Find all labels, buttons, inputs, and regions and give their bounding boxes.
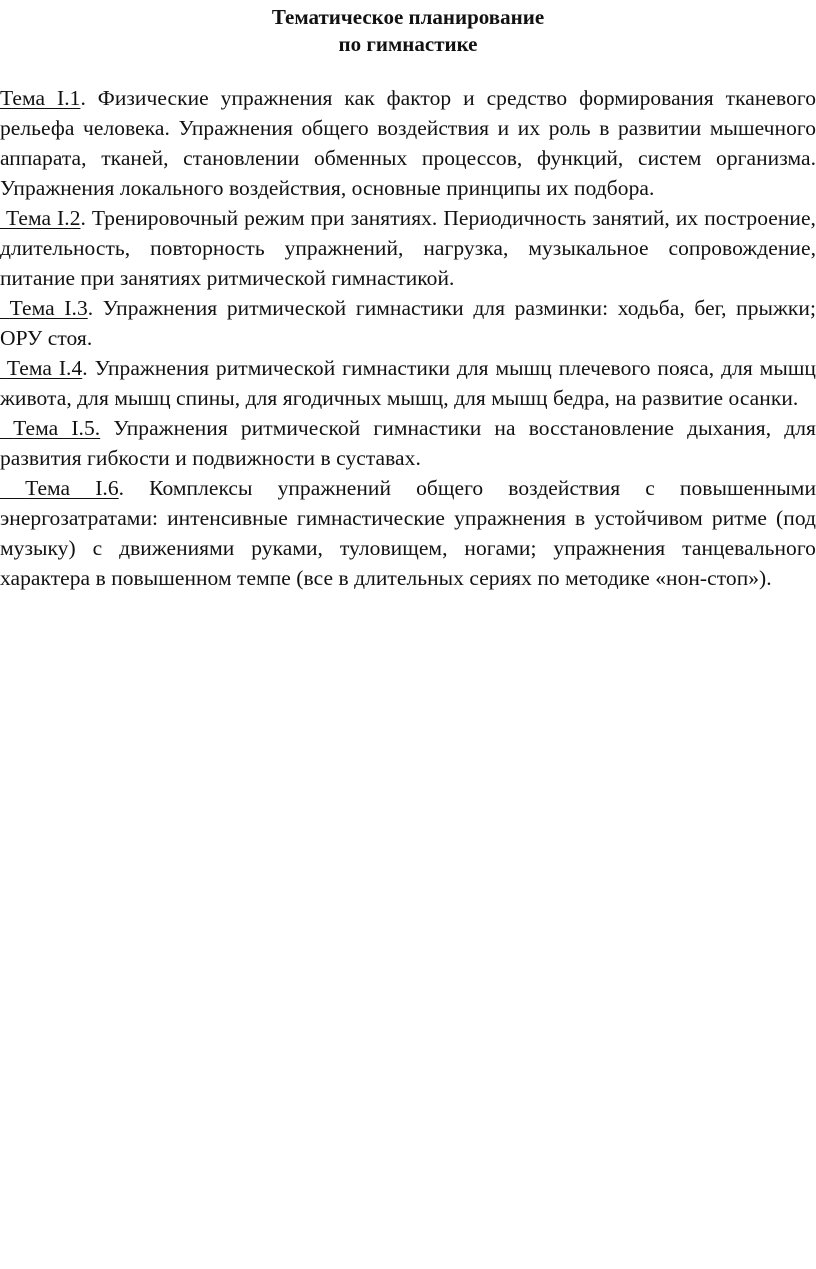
- topic-2: [0, 203, 816, 293]
- topic-label: Тема I.4: [6, 356, 83, 380]
- topic-text: . Физические упражнения как фактор и средство формирования тканевого рельефа человека. Упражнения общего воздействия и их роль в развитии мышечного аппарата, тканей, становлении обменных процессов, функций, систем организма. Упражнения локального воздействия, основные принципы их подбора.: [0, 86, 816, 200]
- topic-text: . Упражнения ритмической гимнастики для разминки: ходьба, бег, прыжки; ОРУ стоя.: [0, 296, 816, 350]
- topic-label: Тема I.2: [6, 206, 81, 230]
- page-title: [0, 0, 816, 58]
- topic-label: Тема I.5.: [13, 416, 101, 440]
- title-line-2: по гимнастике: [338, 32, 478, 56]
- topic-4: [0, 353, 816, 413]
- topic-5: [0, 413, 816, 473]
- topic-label: Тема I.6: [25, 476, 119, 500]
- title-line-1: Тематическое планирование: [271, 5, 545, 29]
- topic-text: . Комплексы упражнений общего воздействия с повышенными энергозатратами: интенсивные гимнастические упражнения в устойчивом ритме (под музыку) с движениями руками, туловищем, ногами; упражнения танцевального характера в повышенном темпе (все в длительных сериях по методике «нон-стоп»).: [0, 476, 816, 590]
- topic-label: Тема I.1: [0, 86, 81, 110]
- topic-list: [0, 83, 816, 593]
- topic-text: . Тренировочный режим при занятиях. Периодичность занятий, их построение, длительность, повторность упражнений, нагрузка, музыкальное сопровождение, питание при занятиях ритмической гимнастикой.: [0, 206, 816, 290]
- topic-3: [0, 293, 816, 353]
- topic-text: Упражнения ритмической гимнастики на восстановление дыхания, для развития гибкости и подвижности в суставах.: [0, 416, 816, 470]
- topic-1: [0, 83, 816, 203]
- topic-label: Тема I.3: [9, 296, 88, 320]
- topic-6: [0, 473, 816, 593]
- topic-text: . Упражнения ритмической гимнастики для мышц плечевого пояса, для мышц живота, для мышц спины, для ягодичных мышц, для мышц бедра, на развитие осанки.: [0, 356, 816, 410]
